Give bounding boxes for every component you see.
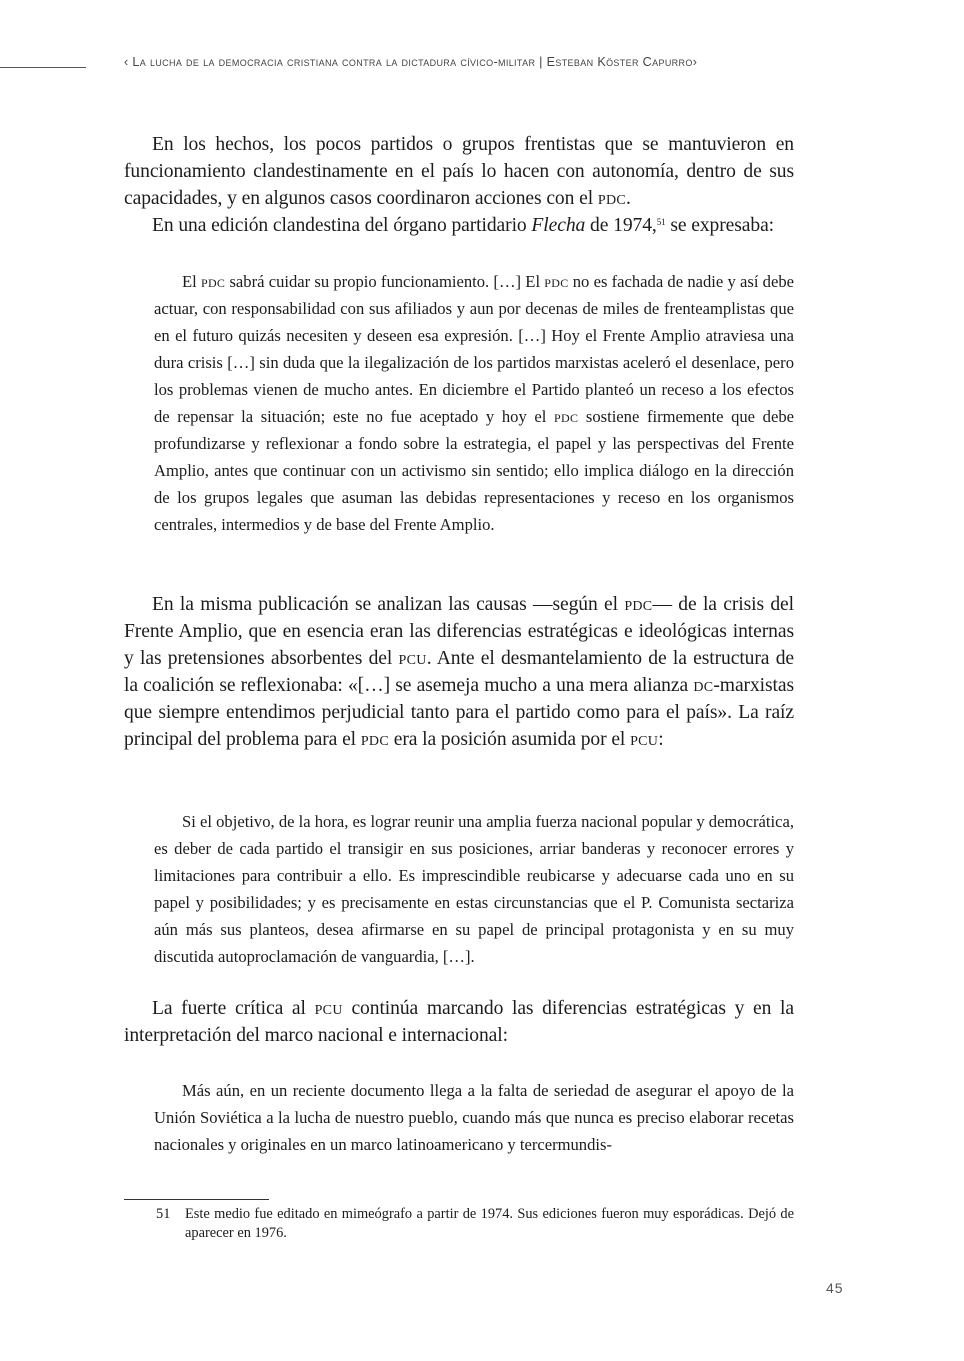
block-quote-2: Si el objetivo, de la hora, es lograr reunir una amplia fuerza nacional popular y democrática, es deber de cada partido el transigir en sus posiciones, arriar banderas y reconocer errores y limitaciones para contribuir a ello. Es imprescindible reubicarse y adecuarse cada uno en su papel y posibilidades; y es precisamente en estas circunstancias que el P. Comunista sectariza aún más sus planteos, desea afirmarse en su papel de principal protagonista y en su muy discutida autoproclamación de vanguardia, […]. <box>154 812 794 966</box>
footnote-ref-51[interactable]: 51 <box>656 217 666 227</box>
p2-text-after: se expresaba: <box>665 215 775 236</box>
header-rule <box>0 67 86 68</box>
footnote-number: 51 <box>156 1206 171 1222</box>
p2-text-before: En una edición clandestina del órgano partidario <box>152 215 532 236</box>
body-paragraph-4: La fuerte crítica al pcu continúa marcando las diferencias estratégicas y en la interpretación del marco nacional e internacional: <box>124 998 794 1046</box>
block-quote-3: Más aún, en un reciente documento llega a la falta de seriedad de asegurar el apoyo de la Unión Soviética a la lucha de nuestro pueblo, cuando más que nunca es preciso elaborar recetas nacionales y originales en un marco latinoamericano y tercermundis- <box>154 1081 794 1154</box>
footnote-rule <box>124 1199 269 1200</box>
flecha-title: Flecha <box>531 215 586 236</box>
body-paragraph-1: En los hechos, los pocos partidos o grupos frentistas que se mantuvieron en funcionamiento clandestinamente en el país lo hacen con autonomía, dentro de sus capacidades, y en algunos casos coordinaron acciones con el pdc. <box>124 134 794 209</box>
p2-text-mid: de 1974, <box>585 215 657 236</box>
body-paragraph-3: En la misma publicación se analizan las causas —según el pdc— de la crisis del Frente Amplio, que en esencia eran las diferencias estratégicas e ideológicas internas y las pretensiones absorbentes del pcu. Ante el desmantelamiento de la estructura de la coalición se reflexionaba: «[…] se asemeja mucho a una mera alianza dc-marxistas que siempre entendimos perjudicial tanto para el partido como para el país». La raíz principal del problema para el pdc era la posición asumida por el pcu: <box>124 594 794 750</box>
body-paragraph-2 <box>124 212 794 239</box>
running-header: ‹ La lucha de la democracia cristiana contra la dictadura cívico-militar | Esteban Köster Capurro› <box>124 55 698 69</box>
footnote-51 <box>124 1205 794 1243</box>
page-number: 45 <box>826 1280 844 1296</box>
footnote-text: Este medio fue editado en mimeógrafo a partir de 1974. Sus ediciones fueron muy esporádicas. Dejó de aparecer en 1976. <box>185 1206 794 1241</box>
block-quote-1: El pdc sabrá cuidar su propio funcionamiento. […] El pdc no es fachada de nadie y así debe actuar, con responsabilidad con sus afiliados y aun por decenas de miles de frenteamplistas que en el futuro quizás necesiten y deseen esa expresión. […] Hoy el Frente Amplio atraviesa una dura crisis […] sin duda que la ilegalización de los partidos marxistas aceleró el desenlace, pero los problemas vienen de mucho antes. En diciembre el Partido planteó un receso a los efectos de repensar la situación; este no fue aceptado y hoy el pdc sostiene firmemente que debe profundizarse y reflexionar a fondo sobre la estrategia, el papel y las perspectivas del Frente Amplio, antes que continuar con un activismo sin sentido; ello implica diálogo en la dirección de los grupos legales que asuman las debidas representaciones y receso en los organismos centrales, intermedios y de base del Frente Amplio. <box>154 272 794 534</box>
